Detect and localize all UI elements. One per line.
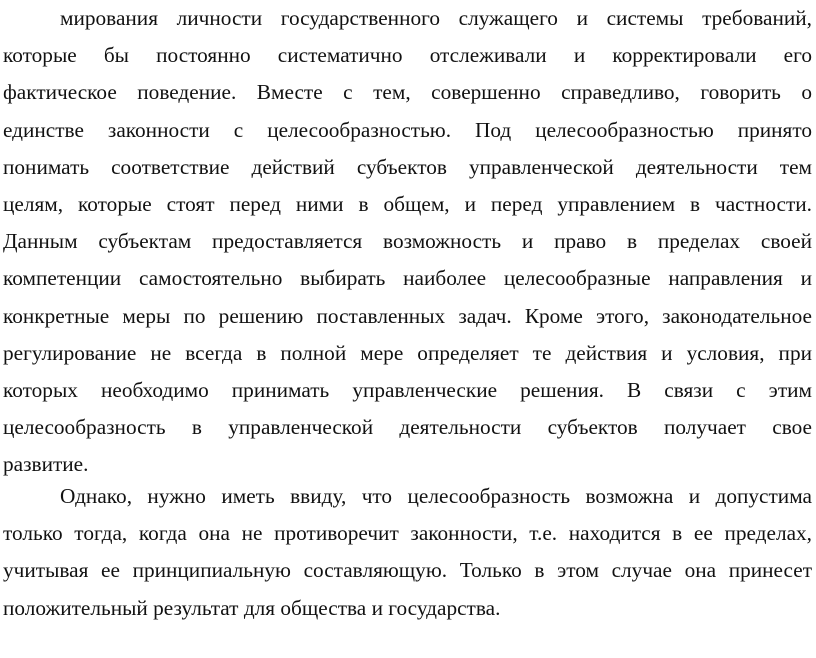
text-line: целесообразность в управленческой деятельности субъектов получает свое <box>3 415 812 440</box>
text-line: Однако, нужно иметь ввиду, что целесообразность возможна и допустима <box>60 484 812 508</box>
text-line: учитывая ее принципиальную составляющую. Только в этом случае она принесет <box>3 558 812 583</box>
paragraph-1 <box>3 0 812 483</box>
text-line: мирования личности государственного служащего и системы требований, <box>60 6 812 30</box>
text-line: только тогда, когда она не противоречит законности, т.е. находится в ее пределах, <box>3 521 812 546</box>
text-line: положительный результат для общества и государства. <box>3 595 501 620</box>
text-line: которых необходимо принимать управленческие решения. В связи с этим <box>3 377 812 402</box>
text-line: развитие. <box>3 452 89 477</box>
text-line: которые бы постоянно систематично отслеживали и корректировали его <box>3 43 812 68</box>
paragraph-2 <box>3 478 812 627</box>
text-line: Данным субъектам предоставляется возможность и право в пределах своей <box>3 229 812 254</box>
text-line: фактическое поведение. Вместе с тем, совершенно справедливо, говорить о <box>3 80 812 105</box>
text-line: конкретные меры по решению поставленных задач. Кроме этого, законодательное <box>3 303 812 328</box>
text-line: понимать соответствие действий субъектов управленческой деятельности тем <box>3 154 812 179</box>
text-line: единстве законности с целесообразностью. Под целесообразностью принято <box>3 117 812 142</box>
text-line: целям, которые стоят перед ними в общем, и перед управлением в частности. <box>3 191 812 216</box>
text-line: регулирование не всегда в полной мере определяет те действия и условия, при <box>3 340 812 365</box>
text-line: компетенции самостоятельно выбирать наиболее целесообразные направления и <box>3 266 812 291</box>
